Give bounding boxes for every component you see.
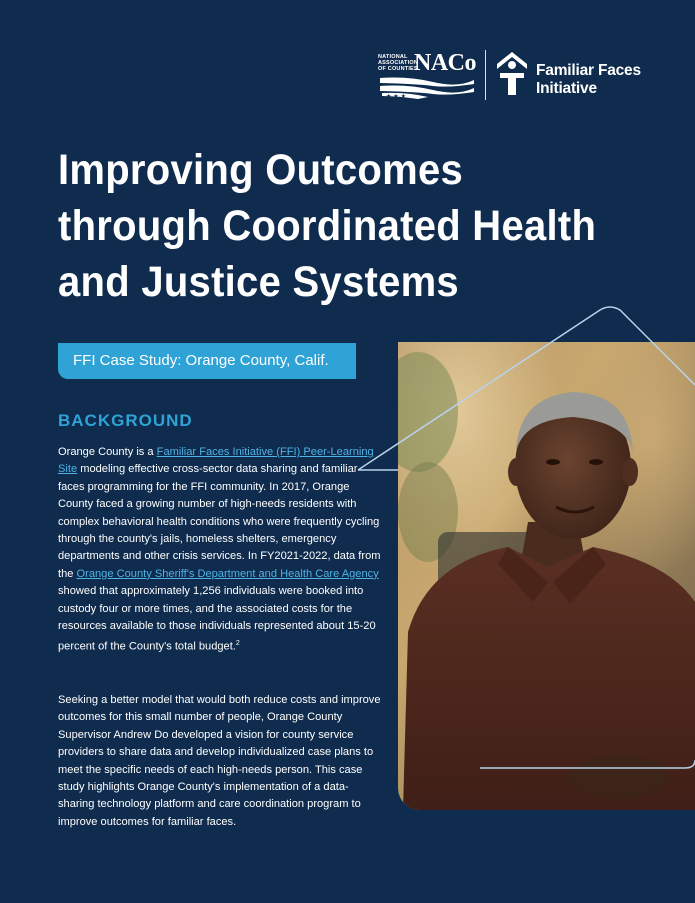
footnote-marker: 2 <box>235 640 240 648</box>
title-line-1: Improving Outcomes <box>58 146 463 194</box>
title-line-2: through Coordinated Health <box>58 202 597 250</box>
naco-logo-small-text: NATIONAL ASSOCIATION OF COUNTIES <box>378 54 418 72</box>
case-study-banner: FFI Case Study: Orange County, Calif. <box>58 343 356 379</box>
portrait-photo <box>398 342 695 810</box>
naco-logo-text: NACo <box>414 50 476 76</box>
background-paragraph-1 <box>58 444 383 657</box>
background-paragraph-2: Seeking a better model that would both reduce costs and improve outcomes for this small number of people, Orange County Supervisor Andrew Do developed a vision for county service providers to share data and develop individualized case plans to meet the specific needs of each high-needs person. This case study highlights Orange County's implementation of a data-sharing technology platform and care coordination program to improve outcomes for familiar faces. <box>58 694 381 828</box>
ffi-logo-line1: Familiar Faces <box>536 62 641 79</box>
ffi-logo-line2: Initiative <box>536 80 597 97</box>
ffi-peer-learning-site-link[interactable]: Familiar Faces Initiative (FFI) Peer-Learning Site <box>58 446 374 476</box>
ffi-house-person-icon <box>494 49 530 97</box>
naco-flag-icon <box>378 74 476 100</box>
p1-text-2: modeling effective cross-sector data sharing and familiar faces programming for the FFI community. In 2017, Orange County faced a growing number of high-needs residents with complex behavioral health conditions who were frequently cycling through the county's jails, homeless shelters, emergency departments and other crisis services. In FY2021-2022, data from the <box>58 463 381 580</box>
ffi-logo-text <box>536 62 641 98</box>
title-line-3: and Justice Systems <box>58 258 459 306</box>
portrait-illustration <box>398 342 695 810</box>
naco-logo <box>378 50 476 100</box>
section-heading-background: BACKGROUND <box>58 411 193 430</box>
svg-text:★ ★ ★: ★ ★ ★ <box>386 93 406 100</box>
oc-sheriff-health-agency-link[interactable]: Orange County Sheriff's Department and Health Care Agency <box>76 567 379 580</box>
p1-text-3: showed that approximately 1,256 individuals were booked into custody four or more times, and the associated costs for the resources available to those individuals represented about 15-20 percent of the County's total budget. <box>58 585 376 654</box>
page-title <box>58 142 616 310</box>
p1-text-1: Orange County is a <box>58 446 157 458</box>
logo-divider <box>485 50 486 100</box>
